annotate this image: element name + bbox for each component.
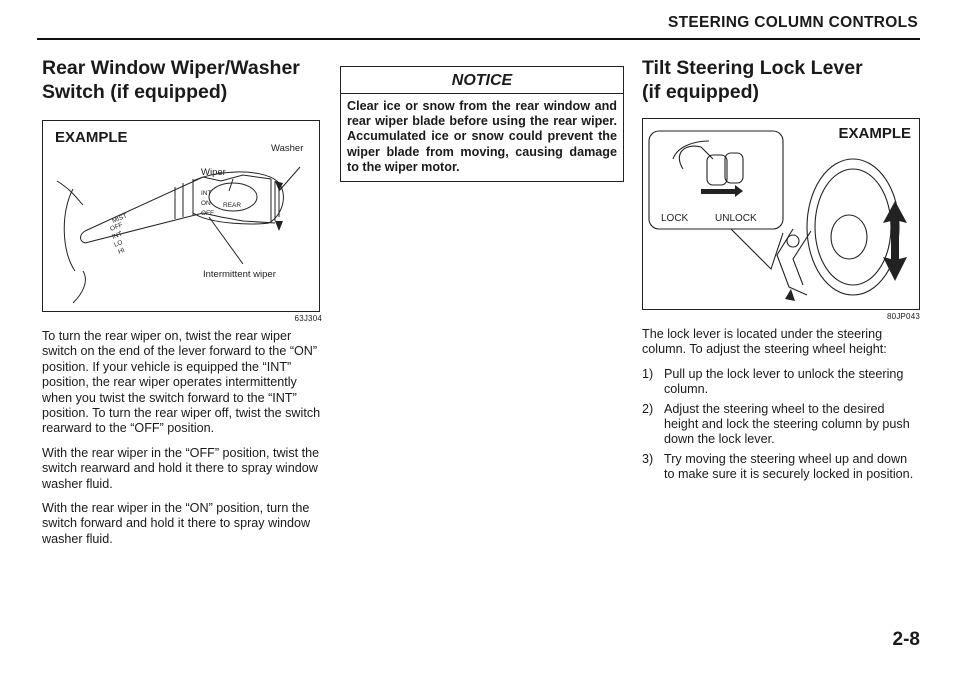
intro-paragraph: The lock lever is located under the steering column. To adjust the steering wheel height: <box>642 327 887 357</box>
notice-frame <box>340 66 624 182</box>
step-text: Adjust the steering wheel to the desired height and lock the steering column by push down the lock lever. <box>664 401 910 447</box>
rear-wiper-section <box>42 56 322 556</box>
figure-example-label: EXAMPLE <box>55 129 128 146</box>
section-title-line1: Tilt Steering Lock Lever <box>642 57 863 79</box>
figure-code: 80JP043 <box>887 312 920 321</box>
page-number: 2-8 <box>892 629 920 650</box>
wiper-switch-illustration <box>43 121 319 311</box>
section-title-rear-wiper <box>42 56 322 104</box>
tilt-lever-illustration <box>643 119 919 309</box>
step-number: 2) <box>642 401 654 416</box>
list-item <box>642 367 920 398</box>
paragraph: With the rear wiper in the “OFF” position, twist the switch rearward and hold it there to spray window washer fluid. <box>42 445 320 491</box>
callout-washer: Washer <box>271 143 304 154</box>
header-rule <box>37 38 920 40</box>
tilt-steering-instructions <box>642 327 920 483</box>
section-title-line1: Rear Window Wiper/Washer <box>42 57 300 79</box>
switch-label-lo: LO <box>113 239 124 249</box>
section-title-tilt-steering <box>642 56 920 104</box>
switch-label-off: OFF <box>109 221 124 233</box>
step-number: 1) <box>642 366 654 381</box>
notice-box <box>340 66 624 182</box>
step-number: 3) <box>642 451 654 466</box>
step-text: Pull up the lock lever to unlock the steering column. <box>664 366 904 397</box>
tilt-arrow-icon <box>883 201 907 281</box>
paragraph: To turn the rear wiper on, twist the rear wiper switch on the end of the lever forward to the “ON” position. If your vehicle is equipped the “INT” position, the rear wiper operates intermittently when you twist the switch forward to the “INT” position. To turn the rear wiper off, twist the switch rearward to the “OFF” position. <box>42 329 321 436</box>
section-title-line2: (if equipped) <box>642 81 759 103</box>
rear-switch-label-int: INT <box>201 190 212 197</box>
list-item <box>642 452 920 483</box>
rear-wiper-figure <box>42 120 320 312</box>
section-title-line2: Switch (if equipped) <box>42 81 228 103</box>
list-item <box>642 402 920 448</box>
callout-intermittent-wiper: Intermittent wiper <box>203 269 276 280</box>
steps-list <box>642 367 920 483</box>
step-text: Try moving the steering wheel up and down to make sure it is securely locked in position. <box>664 451 914 482</box>
paragraph: With the rear wiper in the “ON” position, turn the switch forward and hold it there to spray window washer fluid. <box>42 501 311 546</box>
page-header-title: STEERING COLUMN CONTROLS <box>667 14 918 31</box>
notice-text: Clear ice or snow from the rear window and rear wiper blade before using the rear wiper. Accumulated ice or snow could prevent the wiper blade from moving, causing damage to the wiper motor. <box>347 99 617 174</box>
rear-switch-label-off: OFF <box>201 210 214 217</box>
tilt-lever-figure <box>642 118 920 310</box>
switch-label-int: INT <box>111 230 124 241</box>
tilt-steering-section <box>642 56 920 487</box>
notice-title: NOTICE <box>341 67 623 94</box>
unlock-label: UNLOCK <box>715 213 757 224</box>
lock-label: LOCK <box>661 213 689 224</box>
switch-label-hi: HI <box>117 246 126 256</box>
switch-label-mist: MIST <box>111 212 129 225</box>
figure-example-label: EXAMPLE <box>838 125 911 142</box>
rear-switch-label-rear: REAR <box>223 202 242 209</box>
callout-wiper: Wiper <box>201 167 226 178</box>
rear-switch-label-on: ON <box>201 200 211 207</box>
figure-code: 63J304 <box>294 314 322 323</box>
rear-wiper-instructions <box>42 329 322 547</box>
